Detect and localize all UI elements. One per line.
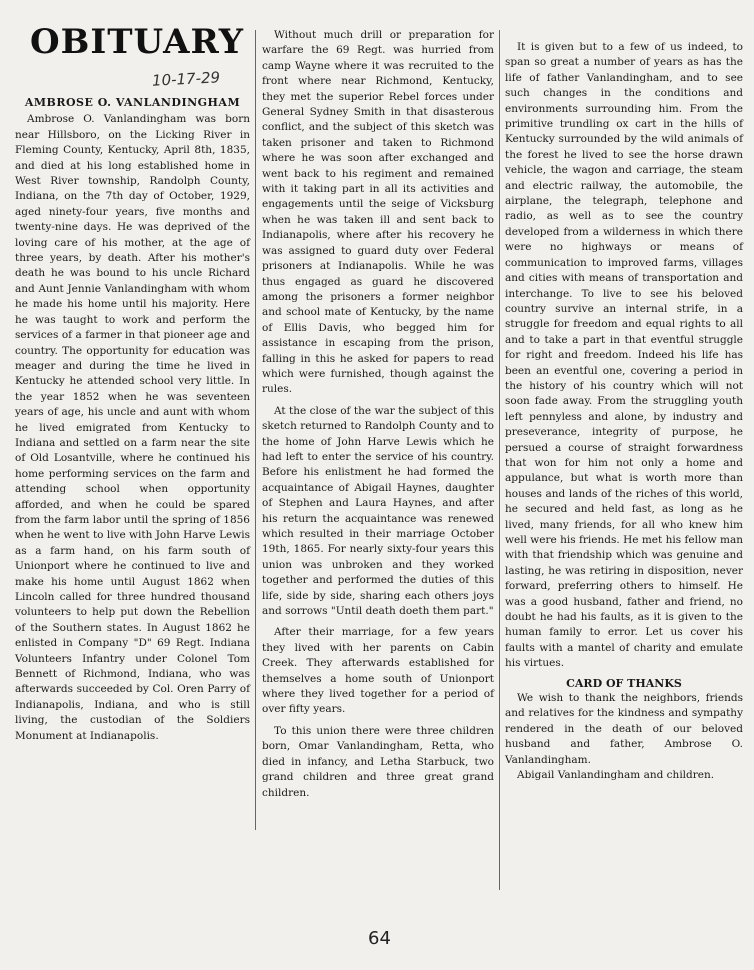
- headline: AMBROSE O. VANLANDINGHAM: [24, 96, 241, 109]
- page-number: 64: [368, 928, 391, 949]
- card-of-thanks-heading: CARD OF THANKS: [566, 676, 682, 690]
- column-2-paragraph: Without much drill or preparation for warfare the 69 Regt. was hurried from camp Wayne where it was recruited to the front where near Richmond, Kentucky, they met the superior Rebel forces under General Sydney Smith in that disasterous conflict, and the subject of this sketch was taken prisoner and taken to Richmond where he was soon after exchanged and went back to his regiment and remained with it taking part in all its activities and engagements until the seige of Vicksburg when he was taken ill and sent back to Indianapolis, where after his recovery he was assigned to guard duty over Federal prisoners at Indianapolis. While he was thus engaged as guard he discovered among the prisoners a former neighbor and school mate of Kentucky, by the name of Ellis Davis, who begged him for assistance in escaping from the prison, falling in this he asked for papers to read which were furnished, though against the rules.: [262, 29, 494, 396]
- column-rule-2: [499, 30, 500, 890]
- card-of-thanks-body: We wish to thank the neighbors, friends and relatives for the kindness and sympathy rendered in the death of our beloved husband and father, Ambrose O. Vanlandingham.: [505, 692, 743, 766]
- column-rule-1: [255, 30, 256, 830]
- column-3-text: It is given but to a few of us indeed, to span so great a number of years as has the life of father Vanlandingham, and to see such changes in the conditions and environments surrounding him. From the primitive trundling ox cart in the hills of Kentucky surrounded by the wild animals of the forest he lived to see the horse drawn vehicle, the wagon and carriage, the steam and electric railway, the automobile, the airplane, the telegraph, telephone and radio, as well as to see the country developed from a wilderness in which there were no highways or means of communication to improved farms, villages and cities with means of transportation and interchange. To live to see his beloved country survive an internal strife, in a struggle for freedom and equal rights to all and to take a part in that eventful struggle for right and freedom. Indeed his life has been an eventful one, covering a period in the history of his country which will not soon fade away. From the struggling youth left pennyless and alone, by industry and preseverance, integrity of purpose, he persued a course of straight forwardness that won for him not only a home and appulance, but what is worth more than houses and lands of the riches of this world, he secured and held fast, as long as he lived, many friends, for all who knew him well were his friends. He met his fellow man with that friendship which was genuine and lasting, he was retiring in disposition, never forward, preferring others to himself. He was a good husband, father and friend, no doubt he had his faults, as it is given to the human family to error. Let us cover his faults with a mantel of charity and emulate his virtues.: [505, 41, 743, 670]
- column-1-text: Ambrose O. Vanlandingham was born near Hillsboro, on the Licking River in Fleming County, Kentucky, April 8th, 1835, and died at his long established home in West River township, Randolph County, Indiana, on the 7th day of October, 1929, aged ninety-four years, five months and twenty-nine days. He was deprived of the loving care of his mother, at the age of three years, by death. After his mother's death he was bound to his uncle Richard and Aunt Jennie Vanlandingham with whom he made his home until his majority. Here he was taught to work and perform the services of a farmer in that pioneer age and country. The opportunity for education was meager and during the time he lived in Kentucky he attended school very little. In the year 1852 when he was seventeen years of age, his uncle and aunt with whom he lived emigrated from Kentucky to Indiana and settled on a farm near the site of Old Losantville, where he continued his home performing services on the farm and attending school when opportunity afforded, and when he could be spared from the farm labor until the spring of 1856 when he went to live with John Harve Lewis as a farm hand, on his farm south of Unionport where he continued to live and make his home until August 1862 when Lincoln called for three hundred thousand volunteers to help put down the Rebellion of the Southern states. In August 1862 he enlisted in Company "D" 69 Regt. Indiana Volunteers Infantry under Colonel Tom Bennett of Richmond, Indiana, who was afterwards succeeded by Col. Oren Parry of Indianapolis, Indiana, and who is still living, the custodian of the Soldiers Monument at Indianapolis.: [15, 113, 250, 742]
- obituary-masthead: OBITUARY: [30, 22, 245, 62]
- column-3: [505, 40, 743, 784]
- column-2-paragraph: To this union there were three children born, Omar Vanlandingham, Retta, who died in infancy, and Letha Starbuck, two grand children and three great grand children.: [262, 724, 494, 799]
- column-2-paragraph: At the close of the war the subject of this sketch returned to Randolph County and to the home of John Harve Lewis which he had left to enter the service of his country. Before his enlistment he had formed the acquaintance of Abigail Haynes, daughter of Stephen and Laura Haynes, and after his return the acquaintance was renewed which resulted in their marriage October 19th, 1865. For nearly sixty-four years this union was unbroken and they worked together and performed the duties of this life, side by side, sharing each others joys and sorrows "Until death doeth them part.": [262, 404, 494, 618]
- handwritten-date: 10-17-29: [151, 68, 221, 90]
- card-of-thanks-signature: Abigail Vanlandingham and children.: [517, 769, 715, 782]
- column-2-paragraph: After their marriage, for a few years they lived with her parents on Cabin Creek. They afterwards established for themselves a home south of Unionport where they lived together for a period of over fifty years.: [262, 626, 494, 716]
- column-1: [15, 95, 250, 744]
- column-2: [262, 28, 494, 801]
